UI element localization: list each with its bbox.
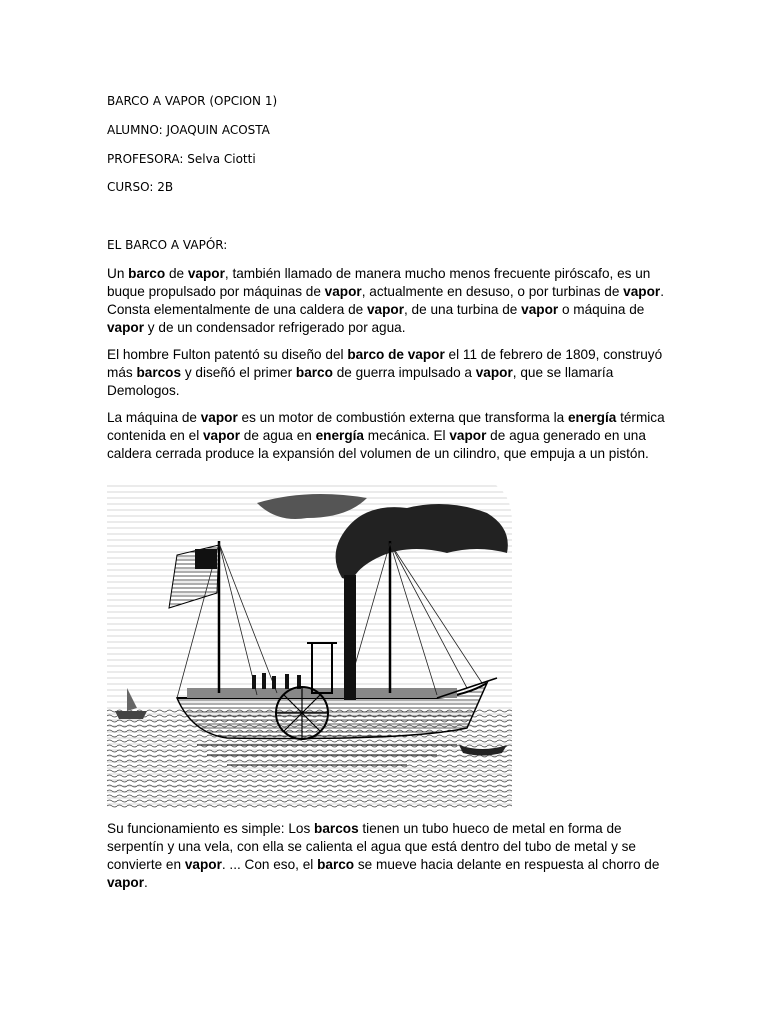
teacher-name: PROFESORA: Selva Ciotti xyxy=(107,152,256,166)
bold-term: vapor xyxy=(521,302,559,317)
text-run: tienen un tubo hueco de metal en forma de serpentín y una vela, con ella se calienta el agua que está dentro del tubo de metal y se convierte en xyxy=(107,821,636,872)
bold-term: barco xyxy=(128,266,166,281)
bold-term: vapor xyxy=(203,428,241,443)
bold-term: barcos xyxy=(136,365,182,380)
section-heading: EL BARCO A VAPÓR: xyxy=(107,238,228,252)
bold-term: vapor xyxy=(200,410,238,425)
text-run: térmica contenida en el xyxy=(107,410,665,443)
bold-term: vapor xyxy=(366,302,404,317)
paragraph-steam-engine xyxy=(107,409,667,463)
bold-term: vapor xyxy=(187,266,225,281)
text-run: , actualmente en desuso, o por turbinas de xyxy=(361,284,624,299)
text-run: y de un condensador refrigerado por agua. xyxy=(144,320,406,335)
text-run: y diseñó el primer xyxy=(181,365,296,380)
bold-term: barco de vapor xyxy=(347,347,445,362)
text-run: , también llamado de manera mucho menos frecuente piróscafo, es un buque propulsado por máquinas de xyxy=(107,266,651,299)
steamboat-illustration xyxy=(107,483,515,808)
bold-term: vapor xyxy=(184,857,222,872)
text-run: Su funcionamiento es simple: Los xyxy=(107,821,315,836)
bold-term: vapor xyxy=(107,320,145,335)
text-run: el 11 de febrero de 1809, construyó más xyxy=(107,347,663,380)
bold-term: barco xyxy=(317,857,355,872)
bold-term: barco xyxy=(295,365,333,380)
paragraph-operation xyxy=(107,820,667,892)
text-run: . ... Con eso, el xyxy=(221,857,318,872)
paragraph-fulton xyxy=(107,346,667,400)
text-run: . xyxy=(144,875,148,890)
document-title: BARCO A VAPOR (OPCION 1) xyxy=(107,94,278,108)
text-run: de agua en xyxy=(240,428,316,443)
text-run: de xyxy=(165,266,188,281)
text-run: de guerra impulsado a xyxy=(332,365,476,380)
bold-term: energía xyxy=(567,410,617,425)
text-run: de agua generado en una caldera cerrada produce la expansión del volumen de un cilindro, que empuja a un pistón. xyxy=(107,428,649,461)
text-run: , de una turbina de xyxy=(404,302,522,317)
text-run: se mueve hacia delante en respuesta al chorro de xyxy=(354,857,660,872)
bold-term: vapor xyxy=(475,365,513,380)
text-run: La máquina de xyxy=(107,410,201,425)
text-run: mecánica. El xyxy=(363,428,450,443)
course-label: CURSO: 2B xyxy=(107,180,174,194)
text-run: , que se llamaría Demologos. xyxy=(107,365,614,398)
bold-term: vapor xyxy=(449,428,487,443)
bold-term: energía xyxy=(315,428,364,443)
student-name: ALUMNO: JOAQUIN ACOSTA xyxy=(107,123,270,137)
text-run: . Consta elementalmente de una caldera de xyxy=(107,284,664,317)
paragraph-definition xyxy=(107,265,667,337)
text-run: Un xyxy=(107,266,129,281)
bold-term: barcos xyxy=(314,821,359,836)
text-run: es un motor de combustión externa que transforma la xyxy=(237,410,568,425)
bold-term: vapor xyxy=(107,875,145,890)
bold-term: vapor xyxy=(324,284,362,299)
text-run: El hombre Fulton patentó su diseño del xyxy=(107,347,348,362)
bold-term: vapor xyxy=(623,284,661,299)
text-run: o máquina de xyxy=(558,302,645,317)
